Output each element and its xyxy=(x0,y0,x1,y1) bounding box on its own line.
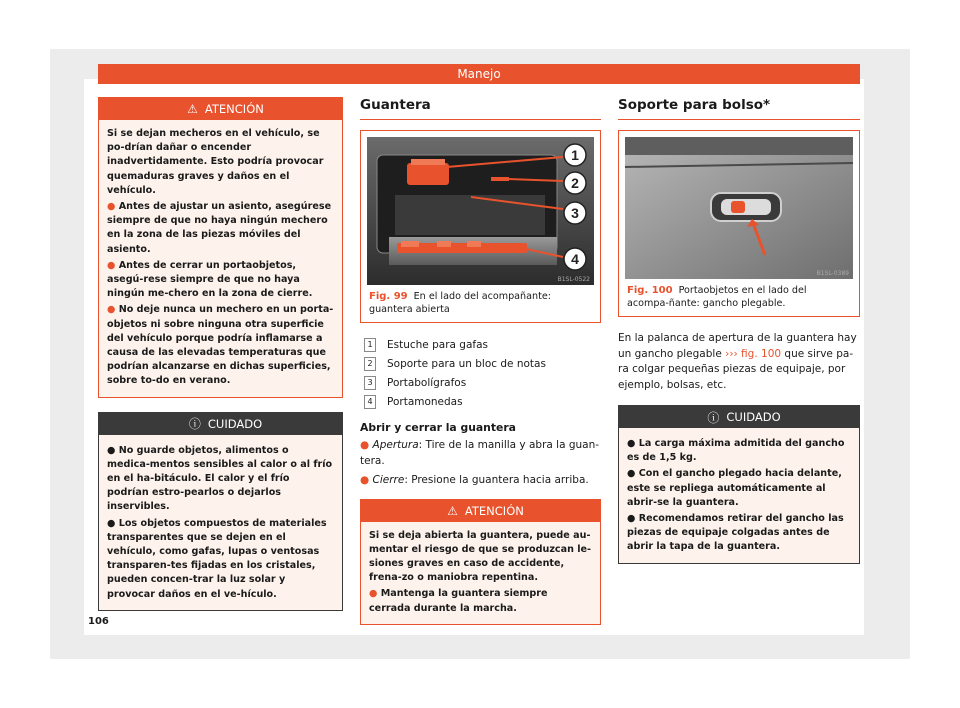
warning-header xyxy=(361,500,600,522)
close-instruction: ● Cierre: Presione la guantera hacia arriba. xyxy=(360,474,589,486)
figure-100 xyxy=(618,130,860,317)
caution-item: ● No guarde objetos, alimentos o medica-mentos sensibles al calor o al frío en el ha-bitáculo. El calor y el frío podrían estro-pearlos o dejarlos inservibles. xyxy=(107,444,333,513)
warning-body xyxy=(361,522,600,624)
page-number: 106 xyxy=(88,616,109,627)
warning-title: ATENCIÓN xyxy=(204,102,264,116)
warning-item: ● Antes de cerrar un portaobjetos, asegú-rese siempre de que no haya ningún me-chero en la zona de cierre. xyxy=(107,259,313,300)
callout-2: 2 xyxy=(571,175,579,191)
warning-box xyxy=(98,97,343,398)
warning-triangle-icon: ⚠ xyxy=(187,102,198,116)
caution-header xyxy=(619,406,859,428)
warning-item: ● Mantenga la guantera siempre cerrada durante la marcha. xyxy=(369,588,548,614)
figure-99 xyxy=(360,130,601,323)
warning-body xyxy=(99,120,342,397)
glovebox-open-image xyxy=(367,137,594,285)
section-title-guantera: Guantera xyxy=(360,97,601,120)
bag-hook-illustration xyxy=(625,137,853,279)
caution-item: ● Los objetos compuestos de materiales transparentes que se dejen en el vehículo, como gafas, lupas o ventosas transparen-tes fijadas en los cristales, pueden concen-trar la luz solar y provocar daños en el ve-hículo. xyxy=(107,517,327,600)
caution-header xyxy=(99,413,342,435)
figure-link[interactable]: ››› fig. 100 xyxy=(725,347,782,360)
list-item: 4 Portamonedas xyxy=(360,392,601,411)
list-item: 2 Soporte para un bloc de notas xyxy=(360,354,601,373)
glovebox-illustration xyxy=(367,137,594,285)
column-left xyxy=(98,97,343,611)
caution-item: ● La carga máxima admitida del gancho es de 1,5 kg. xyxy=(627,438,845,464)
callout-1: 1 xyxy=(571,147,579,163)
info-circle-icon: ⓘ xyxy=(707,410,720,425)
warning-header xyxy=(99,98,342,120)
figure-caption: Fig. 100 Portaobjetos en el lado del acompa-ñante: gancho plegable. xyxy=(627,285,807,309)
warning-title: ATENCIÓN xyxy=(464,503,524,518)
caution-body xyxy=(619,428,859,563)
warning-item: ● Antes de ajustar un asiento, asegúrese siempre de que no haya ningún mechero en la zona de las piezas móviles del asiento. xyxy=(107,201,332,255)
warning-intro: Si se dejan mecheros en el vehículo, se po-drían dañar o encender inadvertidamente. Esto podría provocar quemaduras graves y daños en el vehículo. xyxy=(107,128,324,196)
warning-intro: Si se deja abierta la guantera, puede au-mentar el riesgo de que se produzcan le-siones graves en caso de accidente, frena-zo o maniobra repentina. xyxy=(369,529,592,584)
caution-item: ● Recomendamos retirar del gancho las piezas de equipaje colgadas antes de abrir la tapa de la guantera. xyxy=(627,513,844,553)
image-code: B1SL-0389 xyxy=(816,270,849,277)
callout-4: 4 xyxy=(571,251,579,267)
caution-item: ● Con el gancho plegado hacia delante, este se repliega automáticamente al abrir-se la guantera. xyxy=(627,468,842,508)
component-list xyxy=(360,335,601,411)
bag-hook-image xyxy=(625,137,853,279)
warning-item: ● No deje nunca un mechero en un porta-objetos ni sobre ninguna otra superficie del vehículo porque podría inflamarse a causa de las elevadas temperaturas que podrían alcanzarse en dichas superficies, sobre to-do en verano. xyxy=(107,304,334,387)
column-middle xyxy=(360,97,601,625)
caution-box xyxy=(98,412,343,611)
section-header: Manejo xyxy=(98,64,860,84)
warning-box xyxy=(360,499,601,625)
warning-triangle-icon: ⚠ xyxy=(447,503,458,518)
column-right xyxy=(618,97,860,564)
hook-description: En la palanca de apertura de la guantera hay un gancho plegable ››› fig. 100 que sirve pa-ra colgar pequeñas piezas de equipaje, por ejemplo, bolsas, etc. xyxy=(618,332,857,391)
caution-body xyxy=(99,435,342,610)
caution-title: CUIDADO xyxy=(207,416,263,431)
image-code: B1SL-0522 xyxy=(557,276,590,283)
caution-box xyxy=(618,405,860,564)
subheading: Abrir y cerrar la guantera xyxy=(360,421,516,434)
list-item: 3 Portabolígrafos xyxy=(360,373,601,392)
caution-title: CUIDADO xyxy=(726,410,781,424)
list-item: 1 Estuche para gafas xyxy=(360,335,601,354)
section-title-soporte: Soporte para bolso* xyxy=(618,97,860,120)
open-instruction: ● Apertura: Tire de la manilla y abra la guan-tera. xyxy=(360,439,600,467)
figure-caption: Fig. 99 En el lado del acompañante: guantera abierta xyxy=(369,291,551,315)
info-circle-icon: ⓘ xyxy=(188,417,201,432)
callout-3: 3 xyxy=(571,205,579,221)
